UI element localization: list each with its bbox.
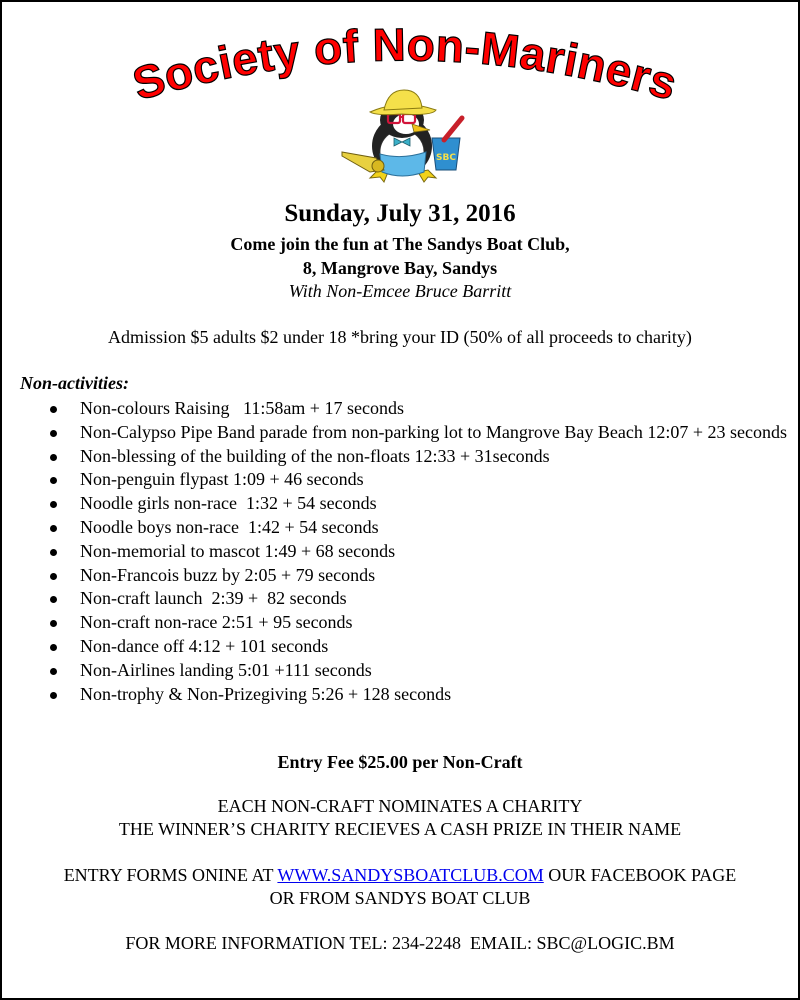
penguin-mascot-icon bbox=[340, 86, 470, 190]
charity-line-1: EACH NON-CRAFT NOMINATES A CHARITY bbox=[217, 796, 583, 816]
list-item bbox=[0, 587, 790, 611]
bullet-icon bbox=[50, 620, 57, 627]
activity-text: Non-blessing of the building of the non-floats 12:33 + 31seconds bbox=[80, 445, 550, 466]
event-date: Sunday, July 31, 2016 bbox=[284, 200, 516, 227]
contact-info: FOR MORE INFORMATION TEL: 234-2248 EMAIL: SBC@LOGIC.BM bbox=[125, 933, 675, 953]
list-item bbox=[0, 611, 790, 635]
charity-line-2: THE WINNER’S CHARITY RECIEVES A CASH PRIZE IN THEIR NAME bbox=[118, 819, 682, 839]
bullet-icon bbox=[50, 573, 57, 580]
activity-text: Non-Airlines landing 5:01 +111 seconds bbox=[80, 659, 372, 680]
list-item bbox=[0, 516, 790, 540]
entry-forms-info bbox=[0, 864, 800, 910]
event-address: 8, Mangrove Bay, Sandys bbox=[302, 258, 498, 278]
activity-text: Non-trophy & Non-Prizegiving 5:26 + 128 seconds bbox=[80, 683, 452, 704]
activity-text: Non-penguin flypast 1:09 + 46 seconds bbox=[80, 469, 364, 490]
entry-forms-prefix: ENTRY FORMS ONINE AT bbox=[63, 865, 278, 885]
charity-info bbox=[0, 795, 800, 841]
list-item bbox=[0, 659, 790, 683]
list-item bbox=[0, 683, 790, 707]
activities-list bbox=[0, 397, 790, 706]
bullet-icon bbox=[50, 668, 57, 675]
event-invite: Come join the fun at The Sandys Boat Club, bbox=[230, 234, 570, 254]
activity-text: Non-Francois buzz by 2:05 + 79 seconds bbox=[80, 564, 376, 585]
list-item bbox=[0, 397, 790, 421]
activity-text: Non-colours Raising 11:58am + 17 seconds bbox=[80, 398, 404, 418]
entry-forms-line-2: OR FROM SANDYS BOAT CLUB bbox=[269, 888, 531, 908]
bullet-icon bbox=[50, 406, 57, 413]
entry-fee: Entry Fee $25.00 per Non-Craft bbox=[277, 752, 523, 772]
list-item bbox=[0, 564, 790, 588]
bullet-icon bbox=[50, 525, 57, 532]
list-item bbox=[0, 492, 790, 516]
admission-info: Admission $5 adults $2 under 18 *bring your ID (50% of all proceeds to charity) bbox=[108, 327, 692, 347]
entry-forms-suffix: OUR FACEBOOK PAGE bbox=[543, 865, 737, 885]
activity-text: Non-craft launch 2:39 + 82 seconds bbox=[80, 588, 347, 609]
entry-forms-line-1 bbox=[0, 864, 800, 887]
bullet-icon bbox=[50, 477, 57, 484]
list-item bbox=[0, 635, 790, 659]
event-emcee: With Non-Emcee Bruce Barritt bbox=[288, 281, 512, 301]
activity-text: Non-Calypso Pipe Band parade from non-parking lot to Mangrove Bay Beach 12:07 + 23 seconds bbox=[80, 421, 788, 442]
bullet-icon bbox=[50, 430, 57, 437]
bullet-icon bbox=[50, 501, 57, 508]
bullet-icon bbox=[50, 692, 57, 699]
activity-text: Non-craft non-race 2:51 + 95 seconds bbox=[80, 612, 353, 633]
activity-text: Noodle girls non-race 1:32 + 54 seconds bbox=[80, 493, 377, 514]
bullet-icon bbox=[50, 549, 57, 556]
title-text: Society of Non-Mariners bbox=[127, 18, 683, 111]
mascot-badge-text: SBC bbox=[436, 153, 456, 163]
activity-text: Noodle boys non-race 1:42 + 54 seconds bbox=[80, 516, 379, 537]
bullet-icon bbox=[50, 644, 57, 651]
activity-text: Non-memorial to mascot 1:49 + 68 seconds bbox=[80, 540, 396, 561]
list-item bbox=[0, 468, 790, 492]
bullet-icon bbox=[50, 596, 57, 603]
website-link[interactable]: WWW.SANDYSBOATCLUB.COM bbox=[277, 865, 544, 885]
list-item bbox=[0, 540, 790, 564]
list-item bbox=[0, 445, 790, 469]
bullet-icon bbox=[50, 454, 57, 461]
list-item bbox=[0, 421, 790, 445]
activity-text: Non-dance off 4:12 + 101 seconds bbox=[80, 635, 329, 656]
activities-heading: Non-activities: bbox=[20, 373, 129, 393]
